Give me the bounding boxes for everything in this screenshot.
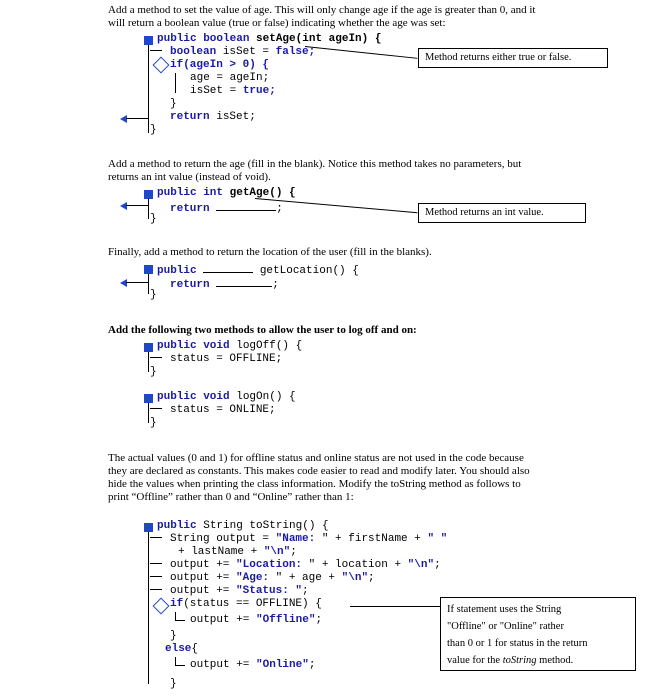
gutter-line <box>148 274 149 294</box>
gutter-tick <box>150 537 162 538</box>
setage-intro-line2: will return a boolean value (true or false) indicating whether the age was set: <box>108 17 446 29</box>
code-line: } <box>150 366 157 378</box>
code-line: public void logOff() { <box>157 340 303 352</box>
gutter-line <box>175 73 176 93</box>
code-line: return isSet; <box>170 111 256 123</box>
code-line: output += "Age: " + age + "\n"; <box>170 572 375 584</box>
code-line: output += "Offline"; <box>190 614 323 626</box>
code-line: } <box>170 630 177 642</box>
method-marker-icon <box>144 343 153 352</box>
code-line: isSet = true; <box>190 85 276 97</box>
gutter-line <box>148 352 149 372</box>
gutter-tick <box>175 665 185 666</box>
callout-line: than 0 or 1 for status in the return <box>447 638 588 649</box>
return-value-blank[interactable] <box>216 276 272 287</box>
logoff-heading: Add the following two methods to allow the user to log off and on: <box>108 324 417 336</box>
return-arrow-icon <box>120 115 127 123</box>
code-line: if(ageIn > 0) { <box>170 59 270 71</box>
method-marker-icon <box>144 190 153 199</box>
return-arrow-icon <box>120 202 127 210</box>
return-type-blank[interactable] <box>203 262 253 273</box>
code-line: } <box>150 213 157 225</box>
callout-line: value for the toString method. <box>447 655 574 666</box>
gutter-line <box>148 45 149 133</box>
if-branch-icon <box>153 57 170 74</box>
code-line: } <box>150 124 157 136</box>
gutter-line <box>148 532 149 684</box>
code-line: } <box>170 678 177 690</box>
gutter-tick <box>150 576 162 577</box>
code-line: status = ONLINE; <box>170 404 276 416</box>
getage-intro-line1: Add a method to return the age (fill in the blank). Notice this method takes no parameters, but <box>108 158 522 170</box>
code-line: } <box>170 98 177 110</box>
gutter-tick <box>175 620 185 621</box>
callout-pointer <box>350 606 440 607</box>
return-blank[interactable] <box>216 200 276 211</box>
code-line: status = OFFLINE; <box>170 353 283 365</box>
code-line: return ; <box>170 200 283 216</box>
code-line: boolean isSet = false; <box>170 46 316 58</box>
gutter-tick <box>150 563 162 564</box>
code-line: public int getAge() { <box>157 187 296 199</box>
code-line: output += "Location: " + location + "\n"; <box>170 559 441 571</box>
method-marker-icon <box>144 394 153 403</box>
tostring-intro-line2: they are declared as constants. This makes code easier to read and modify later. You should also <box>108 465 530 477</box>
code-line: } <box>150 289 157 301</box>
getage-callout: Method returns an int value. <box>418 203 586 223</box>
code-line: else{ <box>165 643 199 655</box>
method-marker-icon <box>144 523 153 532</box>
if-branch-icon <box>153 598 170 615</box>
code-line: output += "Online"; <box>190 659 316 671</box>
gutter-tick <box>150 357 162 358</box>
tostring-intro-line1: The actual values (0 and 1) for offline status and online status are not used in the code because <box>108 452 524 464</box>
method-marker-icon <box>144 265 153 274</box>
gutter-tick <box>150 589 162 590</box>
setage-callout: Method returns either true or false. <box>418 48 608 68</box>
gutter-tick <box>126 282 148 283</box>
getage-intro-line2: returns an int value (instead of void). <box>108 171 271 183</box>
code-line: public boolean setAge(int ageIn) { <box>157 33 382 45</box>
gutter-tick <box>126 118 148 119</box>
code-line: output += "Status: "; <box>170 585 309 597</box>
callout-pointer <box>305 46 417 59</box>
code-line: } <box>150 417 157 429</box>
gutter-line <box>148 403 149 423</box>
code-line: if(status == OFFLINE) { <box>170 598 322 610</box>
callout-line: If statement uses the String <box>447 604 562 615</box>
callout-line: "Offline" or "Online" rather <box>447 621 564 632</box>
setage-intro-line1: Add a method to set the value of age. This will only change age if the age is greater than 0, and it <box>108 4 536 16</box>
return-arrow-icon <box>120 279 127 287</box>
code-line: public void logOn() { <box>157 391 296 403</box>
code-line: age = ageIn; <box>190 72 270 84</box>
tostring-callout <box>440 597 636 671</box>
getlocation-intro: Finally, add a method to return the location of the user (fill in the blanks). <box>108 246 432 258</box>
tostring-intro-line4: print “Offline” rather than 0 and “Online” rather than 1: <box>108 491 354 503</box>
code-line: public String toString() { <box>157 520 329 532</box>
tostring-intro-line3: hide the values when printing the class information. Modify the toString method as follows to <box>108 478 521 490</box>
code-line: + lastName + "\n"; <box>178 546 297 558</box>
method-marker-icon <box>144 36 153 45</box>
gutter-line <box>148 199 149 219</box>
gutter-tick <box>126 205 148 206</box>
gutter-tick <box>150 50 162 51</box>
gutter-tick <box>150 408 162 409</box>
code-line: String output = "Name: " + firstName + " " <box>170 533 448 545</box>
code-line: public getLocation() { <box>157 262 359 278</box>
code-line: return ; <box>170 276 279 292</box>
